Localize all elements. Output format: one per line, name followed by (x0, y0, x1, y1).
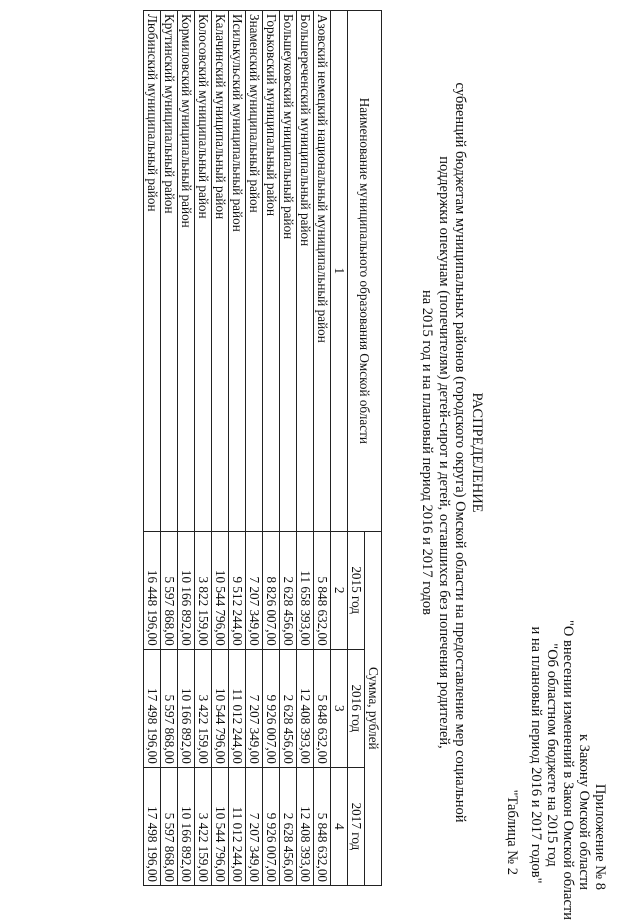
column-header-2017: 2017 год (348, 767, 365, 885)
sum-2015-cell: 5 597 868,00 (161, 531, 178, 649)
table-row (161, 11, 178, 886)
column-index-4: 4 (331, 767, 348, 885)
sum-2015-cell: 5 848 632,00 (314, 531, 331, 649)
table-row (297, 11, 314, 886)
budget-law-title: "Об областном бюджете на 2015 год (544, 643, 560, 867)
sum-2017-cell: 5 848 632,00 (314, 767, 331, 885)
sum-2015-cell: 10 544 796,00 (212, 531, 229, 649)
title-heading: РАСПРЕДЕЛЕНИЕ (469, 392, 485, 513)
table-row (246, 11, 263, 886)
column-index-2: 2 (331, 531, 348, 649)
sum-2015-cell: 11 658 393,00 (297, 531, 314, 649)
sum-2016-cell: 3 422 159,00 (195, 649, 212, 767)
title-line-2: поддержки опекунам (попечителям) детей-сирот и детей, оставшихся без попечения родителей, (436, 156, 452, 749)
municipality-name-cell: Калачинский муниципальный район (212, 11, 229, 532)
table-row (144, 11, 161, 886)
table-number-label: "Таблица № 2 (504, 789, 520, 875)
municipality-name-cell: Любинский муниципальный район (144, 11, 161, 532)
amendment-title: "О внесении изменений в Закон Омской области (560, 620, 576, 920)
table-row (263, 11, 280, 886)
document-title (419, 0, 485, 905)
subvention-table (143, 10, 382, 886)
municipality-name-cell: Большереченский муниципальный район (297, 11, 314, 532)
title-line-1: субвенций бюджетам муниципальных районов (городского округа) Омской области на предоставление мер социальной (452, 82, 469, 823)
sum-2016-cell: 5 848 632,00 (314, 649, 331, 767)
sum-2016-cell: 7 207 349,00 (246, 649, 263, 767)
column-header-2015: 2015 год (348, 531, 365, 649)
sum-2015-cell: 9 512 244,00 (229, 531, 246, 649)
sum-2017-cell: 7 207 349,00 (246, 767, 263, 885)
sum-2015-cell: 3 822 159,00 (195, 531, 212, 649)
sum-2017-cell: 5 597 868,00 (161, 767, 178, 885)
sum-2016-cell: 11 012 244,00 (229, 649, 246, 767)
column-header-2016: 2016 год (348, 649, 365, 767)
table-row (178, 11, 195, 886)
planning-period: и на плановый период 2016 и 2017 годов" (528, 626, 544, 884)
sum-2015-cell: 16 448 196,00 (144, 531, 161, 649)
sum-2017-cell: 17 498 196,00 (144, 767, 161, 885)
sum-2017-cell: 11 012 244,00 (229, 767, 246, 885)
municipality-name-cell: Исилькульский муниципальный район (229, 11, 246, 532)
sum-2017-cell: 9 926 007,00 (263, 767, 280, 885)
sum-2017-cell: 10 166 892,00 (178, 767, 195, 885)
sum-2017-cell: 3 422 159,00 (195, 767, 212, 885)
table-body (144, 11, 331, 886)
municipality-name-cell: Кормиловский муниципальный район (178, 11, 195, 532)
municipality-name-cell: Горьковский муниципальный район (263, 11, 280, 532)
column-header-municipality: Наименование муниципального образования Омской области (348, 11, 382, 532)
column-index-1: 1 (331, 11, 348, 532)
municipality-name-cell: Азовский немецкий национальный муниципальный район (314, 11, 331, 532)
municipality-name-cell: Крутинский муниципальный район (161, 11, 178, 532)
column-index-3: 3 (331, 649, 348, 767)
sum-2017-cell: 12 408 393,00 (297, 767, 314, 885)
law-reference: к Закону Омской области (576, 733, 592, 890)
municipality-name-cell: Колосовский муниципальный район (195, 11, 212, 532)
title-line-3: на 2015 год и на плановый период 2016 и 2017 годов (419, 289, 436, 616)
sum-2016-cell: 2 628 456,00 (280, 649, 297, 767)
municipality-name-cell: Большеуковский муниципальный район (280, 11, 297, 532)
sum-2015-cell: 8 826 007,00 (263, 531, 280, 649)
sum-2017-cell: 10 544 796,00 (212, 767, 229, 885)
table-row (195, 11, 212, 886)
sum-2015-cell: 7 207 349,00 (246, 531, 263, 649)
appendix-number: Приложение № 8 (592, 783, 608, 890)
sum-2015-cell: 2 628 456,00 (280, 531, 297, 649)
sum-2016-cell: 12 408 393,00 (297, 649, 314, 767)
table-row (280, 11, 297, 886)
sum-2016-cell: 9 926 007,00 (263, 649, 280, 767)
table-row (229, 11, 246, 886)
column-header-sum: Сумма, рублей (365, 531, 382, 885)
table-row (314, 11, 331, 886)
sum-2017-cell: 2 628 456,00 (280, 767, 297, 885)
sum-2015-cell: 10 166 892,00 (178, 531, 195, 649)
appendix-header (528, 620, 608, 920)
sum-2016-cell: 17 498 196,00 (144, 649, 161, 767)
sum-2016-cell: 10 166 892,00 (178, 649, 195, 767)
sum-2016-cell: 10 544 796,00 (212, 649, 229, 767)
municipality-name-cell: Знаменский муниципальный район (246, 11, 263, 532)
sum-2016-cell: 5 597 868,00 (161, 649, 178, 767)
table-row (212, 11, 229, 886)
